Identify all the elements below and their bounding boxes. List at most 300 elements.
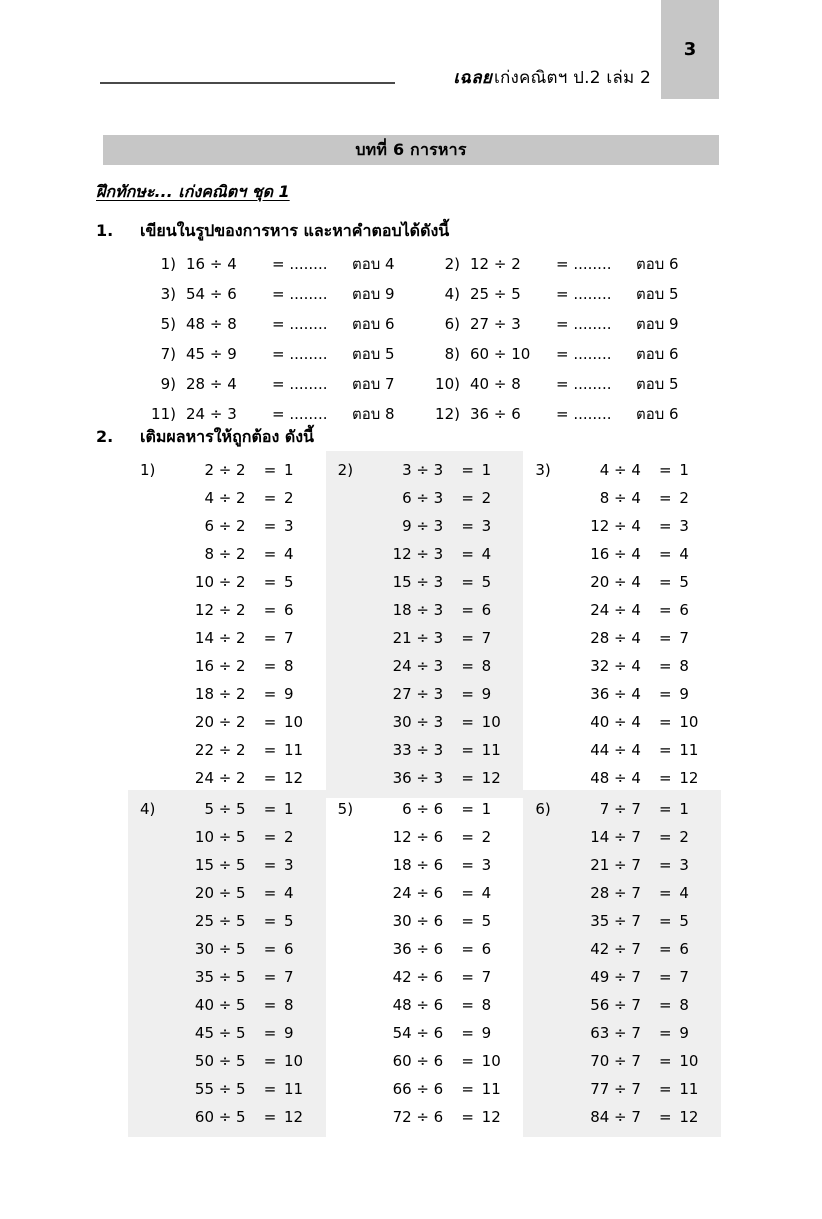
division-table	[128, 451, 326, 798]
table-row	[523, 456, 721, 484]
division-operator-icon: ÷	[614, 828, 627, 846]
item-answer-blank: = ........	[556, 345, 612, 363]
quotient: 8	[679, 657, 689, 675]
item-expression: 28 ÷ 4	[186, 375, 237, 393]
quotient: 9	[679, 1024, 689, 1042]
table-row	[326, 907, 524, 935]
division-operator-icon: ÷	[218, 1080, 232, 1098]
divisor: 2	[236, 685, 246, 703]
table-label: 2)	[337, 461, 354, 479]
dividend: 48	[392, 996, 412, 1014]
division-operator-icon: ÷	[416, 940, 429, 958]
dividend: 16	[194, 657, 214, 675]
dividend: 22	[194, 741, 214, 759]
running-head-text	[453, 64, 661, 91]
quotient: 11	[679, 1080, 699, 1098]
equals-sign: =	[659, 657, 672, 675]
dividend: 40	[590, 713, 610, 731]
item-expression: 16 ÷ 4	[186, 255, 237, 273]
item-answer-blank: = ........	[272, 285, 328, 303]
table-row	[523, 512, 721, 540]
quotient: 4	[284, 545, 294, 563]
divisor: 3	[433, 713, 444, 731]
divisor: 7	[631, 912, 641, 930]
divisor: 2	[236, 713, 246, 731]
table-row	[326, 963, 524, 991]
equals-sign: =	[461, 657, 474, 675]
equals-sign: =	[263, 828, 277, 846]
divisor: 5	[236, 1108, 246, 1126]
table-row	[128, 568, 326, 596]
quotient: 1	[284, 461, 294, 479]
divisor: 7	[631, 940, 641, 958]
quotient: 5	[284, 573, 294, 591]
divisor: 4	[631, 489, 641, 507]
dividend: 14	[194, 629, 214, 647]
equals-sign: =	[659, 1080, 672, 1098]
dividend: 4	[599, 461, 610, 479]
dividend: 72	[392, 1108, 412, 1126]
division-operator-icon: ÷	[614, 545, 627, 563]
division-operator-icon: ÷	[218, 685, 232, 703]
running-head	[100, 60, 661, 94]
quotient: 3	[481, 856, 492, 874]
table-row	[128, 624, 326, 652]
dividend: 56	[590, 996, 610, 1014]
dividend: 45	[194, 1024, 214, 1042]
quotient: 4	[481, 884, 492, 902]
item-label: 7)	[160, 345, 176, 363]
divisor: 3	[433, 685, 444, 703]
exercise-1-item	[424, 249, 700, 279]
table-row	[128, 708, 326, 736]
table-row	[523, 624, 721, 652]
quotient: 6	[481, 940, 492, 958]
equals-sign: =	[461, 629, 474, 647]
division-tables-row-2	[128, 790, 721, 1137]
table-row	[128, 935, 326, 963]
table-row	[128, 1047, 326, 1075]
division-operator-icon: ÷	[218, 1108, 232, 1126]
dividend: 27	[392, 685, 412, 703]
equals-sign: =	[659, 517, 672, 535]
quotient: 8	[481, 657, 492, 675]
division-tables-row-1	[128, 451, 721, 798]
table-row	[523, 764, 721, 792]
dividend: 18	[392, 601, 412, 619]
quotient: 9	[481, 685, 492, 703]
divisor: 4	[631, 601, 641, 619]
item-answer-blank: = ........	[556, 375, 612, 393]
equals-sign: =	[659, 884, 672, 902]
divisor: 2	[236, 517, 246, 535]
dividend: 42	[590, 940, 610, 958]
table-row	[523, 484, 721, 512]
divisor: 2	[236, 461, 246, 479]
item-label: 9)	[160, 375, 176, 393]
dividend: 66	[392, 1080, 412, 1098]
dividend: 35	[194, 968, 214, 986]
exercise-1-heading	[96, 219, 449, 244]
item-answer-blank: = ........	[556, 405, 612, 423]
equals-sign: =	[263, 1080, 277, 1098]
quotient: 4	[679, 545, 689, 563]
dividend: 60	[392, 1052, 412, 1070]
dividend: 30	[194, 940, 214, 958]
table-row	[523, 1047, 721, 1075]
dividend: 6	[204, 517, 214, 535]
divisor: 3	[433, 657, 444, 675]
division-operator-icon: ÷	[218, 573, 232, 591]
division-operator-icon: ÷	[218, 657, 232, 675]
item-answer: ตอบ 6	[636, 405, 679, 423]
division-operator-icon: ÷	[416, 741, 429, 759]
division-operator-icon: ÷	[614, 996, 627, 1014]
item-answer-blank: = ........	[272, 405, 328, 423]
quotient: 1	[481, 800, 492, 818]
equals-sign: =	[461, 713, 474, 731]
quotient: 2	[284, 828, 294, 846]
division-operator-icon: ÷	[416, 912, 429, 930]
equals-sign: =	[659, 489, 672, 507]
quotient: 4	[284, 884, 294, 902]
division-operator-icon: ÷	[218, 741, 232, 759]
division-operator-icon: ÷	[416, 545, 429, 563]
equals-sign: =	[263, 1052, 277, 1070]
quotient: 5	[679, 573, 689, 591]
equals-sign: =	[263, 629, 277, 647]
divisor: 4	[631, 713, 641, 731]
equals-sign: =	[659, 940, 672, 958]
table-row	[523, 680, 721, 708]
divisor: 4	[631, 573, 641, 591]
division-operator-icon: ÷	[416, 828, 429, 846]
division-operator-icon: ÷	[614, 629, 627, 647]
division-operator-icon: ÷	[416, 657, 429, 675]
dividend: 33	[392, 741, 412, 759]
table-row	[326, 1075, 524, 1103]
equals-sign: =	[659, 828, 672, 846]
divisor: 3	[433, 545, 444, 563]
equals-sign: =	[659, 629, 672, 647]
item-label: 2)	[444, 255, 460, 273]
division-operator-icon: ÷	[614, 1052, 627, 1070]
quotient: 12	[284, 1108, 304, 1126]
equals-sign: =	[461, 1024, 474, 1042]
item-label: 11)	[151, 405, 176, 423]
divisor: 6	[433, 856, 444, 874]
page-number: 3	[683, 38, 697, 60]
division-operator-icon: ÷	[218, 800, 232, 818]
equals-sign: =	[461, 912, 474, 930]
table-row	[326, 1047, 524, 1075]
quotient: 11	[284, 741, 304, 759]
division-operator-icon: ÷	[218, 828, 232, 846]
item-expression: 27 ÷ 3	[470, 315, 521, 333]
divisor: 7	[631, 1080, 641, 1098]
table-row	[128, 991, 326, 1019]
equals-sign: =	[263, 685, 277, 703]
table-row	[128, 512, 326, 540]
divisor: 5	[236, 912, 246, 930]
table-label: 4)	[140, 800, 156, 818]
dividend: 36	[590, 685, 610, 703]
divisor: 4	[631, 545, 641, 563]
exercise-2-heading	[96, 425, 314, 450]
dividend: 2	[204, 461, 214, 479]
equals-sign: =	[461, 1080, 474, 1098]
table-row	[128, 540, 326, 568]
divisor: 4	[631, 741, 641, 759]
divisor: 7	[631, 800, 641, 818]
table-label: 1)	[140, 461, 156, 479]
table-row	[326, 935, 524, 963]
division-operator-icon: ÷	[218, 1052, 232, 1070]
running-head-rest: เก่งคณิตฯ ป.2 เล่ม 2	[493, 67, 651, 88]
divisor: 3	[433, 741, 444, 759]
exercise-1-item	[424, 339, 700, 369]
table-row	[523, 963, 721, 991]
equals-sign: =	[263, 517, 277, 535]
dividend: 32	[590, 657, 610, 675]
division-operator-icon: ÷	[416, 1080, 429, 1098]
divisor: 4	[631, 461, 641, 479]
item-label: 8)	[444, 345, 460, 363]
table-row	[128, 823, 326, 851]
equals-sign: =	[263, 800, 277, 818]
equals-sign: =	[263, 1024, 277, 1042]
table-row	[523, 879, 721, 907]
equals-sign: =	[461, 573, 474, 591]
quotient: 11	[481, 1080, 501, 1098]
dividend: 15	[194, 856, 214, 874]
header-rule	[100, 82, 395, 84]
quotient: 9	[284, 685, 294, 703]
division-operator-icon: ÷	[614, 856, 627, 874]
equals-sign: =	[263, 940, 277, 958]
quotient: 1	[679, 800, 689, 818]
table-row	[326, 568, 524, 596]
table-row	[128, 764, 326, 792]
equals-sign: =	[659, 713, 672, 731]
divisor: 5	[236, 1080, 246, 1098]
table-row	[326, 795, 524, 823]
table-row	[326, 1019, 524, 1047]
dividend: 18	[392, 856, 412, 874]
quotient: 5	[481, 573, 492, 591]
dividend: 24	[590, 601, 610, 619]
quotient: 10	[284, 1052, 304, 1070]
quotient: 10	[679, 1052, 699, 1070]
division-table	[326, 451, 524, 798]
divisor: 7	[631, 828, 641, 846]
divisor: 3	[433, 601, 444, 619]
divisor: 2	[236, 741, 246, 759]
divisor: 4	[631, 629, 641, 647]
quotient: 12	[284, 769, 304, 787]
division-operator-icon: ÷	[416, 856, 429, 874]
item-answer: ตอบ 5	[636, 285, 679, 303]
divisor: 7	[631, 968, 641, 986]
division-operator-icon: ÷	[218, 489, 232, 507]
divisor: 3	[433, 573, 444, 591]
table-row	[523, 568, 721, 596]
equals-sign: =	[461, 856, 474, 874]
dividend: 9	[402, 517, 412, 535]
table-row	[128, 1075, 326, 1103]
table-row	[128, 1019, 326, 1047]
division-operator-icon: ÷	[614, 1080, 627, 1098]
quotient: 2	[284, 489, 294, 507]
item-expression: 45 ÷ 9	[186, 345, 237, 363]
item-label: 6)	[444, 315, 460, 333]
equals-sign: =	[659, 1108, 672, 1126]
divisor: 4	[631, 685, 641, 703]
equals-sign: =	[263, 489, 277, 507]
equals-sign: =	[659, 769, 672, 787]
equals-sign: =	[461, 545, 474, 563]
divisor: 4	[631, 769, 641, 787]
page-number-box	[661, 0, 719, 99]
exercise-2-instruction: เติมผลหารให้ถูกต้อง ดังนี้	[140, 427, 314, 446]
division-table	[523, 451, 721, 798]
table-row	[523, 652, 721, 680]
divisor: 5	[236, 856, 246, 874]
division-operator-icon: ÷	[218, 601, 232, 619]
quotient: 4	[481, 545, 492, 563]
exercise-1-item	[424, 309, 700, 339]
division-operator-icon: ÷	[416, 996, 429, 1014]
equals-sign: =	[263, 912, 277, 930]
dividend: 5	[204, 800, 214, 818]
dividend: 7	[599, 800, 610, 818]
equals-sign: =	[659, 545, 672, 563]
equals-sign: =	[461, 940, 474, 958]
quotient: 10	[679, 713, 699, 731]
equals-sign: =	[659, 461, 672, 479]
table-row	[523, 795, 721, 823]
division-operator-icon: ÷	[416, 461, 429, 479]
item-expression: 12 ÷ 2	[470, 255, 521, 273]
table-label: 3)	[535, 461, 551, 479]
table-row	[128, 736, 326, 764]
exercise-1-item	[424, 279, 700, 309]
division-operator-icon: ÷	[416, 769, 429, 787]
item-answer-blank: = ........	[272, 375, 328, 393]
item-answer: ตอบ 5	[636, 375, 679, 393]
quotient: 7	[481, 968, 492, 986]
quotient: 5	[481, 912, 492, 930]
item-answer-blank: = ........	[556, 285, 612, 303]
item-label: 10)	[435, 375, 460, 393]
equals-sign: =	[659, 1024, 672, 1042]
table-row	[326, 879, 524, 907]
item-answer: ตอบ 7	[352, 375, 395, 393]
item-expression: 25 ÷ 5	[470, 285, 521, 303]
quotient: 7	[284, 629, 294, 647]
table-row	[326, 512, 524, 540]
division-operator-icon: ÷	[416, 629, 429, 647]
division-operator-icon: ÷	[416, 800, 429, 818]
quotient: 9	[679, 685, 689, 703]
division-operator-icon: ÷	[614, 1024, 627, 1042]
divisor: 3	[433, 461, 444, 479]
divisor: 2	[236, 545, 246, 563]
divisor: 7	[631, 1052, 641, 1070]
exercise-1-item	[140, 339, 416, 369]
exercise-1-item	[140, 279, 416, 309]
dividend: 8	[599, 489, 610, 507]
dividend: 12	[392, 545, 412, 563]
division-table	[128, 790, 326, 1137]
dividend: 48	[590, 769, 610, 787]
equals-sign: =	[461, 461, 474, 479]
table-row	[523, 991, 721, 1019]
running-head-emphasis: เฉลย	[453, 67, 492, 88]
quotient: 1	[679, 461, 689, 479]
equals-sign: =	[461, 996, 474, 1014]
table-row	[128, 851, 326, 879]
division-operator-icon: ÷	[218, 912, 232, 930]
quotient: 9	[481, 1024, 492, 1042]
item-answer: ตอบ 6	[636, 345, 679, 363]
quotient: 9	[284, 1024, 294, 1042]
dividend: 4	[204, 489, 214, 507]
table-row	[326, 680, 524, 708]
quotient: 12	[481, 769, 501, 787]
dividend: 30	[392, 713, 412, 731]
division-operator-icon: ÷	[416, 489, 429, 507]
division-operator-icon: ÷	[614, 741, 627, 759]
quotient: 5	[284, 912, 294, 930]
quotient: 11	[481, 741, 501, 759]
division-operator-icon: ÷	[218, 461, 232, 479]
equals-sign: =	[263, 741, 277, 759]
quotient: 2	[481, 489, 492, 507]
exercise-1-item	[140, 249, 416, 279]
table-row	[326, 456, 524, 484]
division-operator-icon: ÷	[218, 940, 232, 958]
dividend: 40	[194, 996, 214, 1014]
division-operator-icon: ÷	[218, 968, 232, 986]
division-operator-icon: ÷	[614, 573, 627, 591]
item-answer: ตอบ 6	[636, 255, 679, 273]
dividend: 49	[590, 968, 610, 986]
item-answer: ตอบ 5	[352, 345, 395, 363]
divisor: 6	[433, 940, 444, 958]
table-row	[128, 1103, 326, 1131]
equals-sign: =	[461, 968, 474, 986]
divisor: 7	[631, 996, 641, 1014]
item-expression: 36 ÷ 6	[470, 405, 521, 423]
equals-sign: =	[461, 1108, 474, 1126]
quotient: 3	[481, 517, 492, 535]
divisor: 4	[631, 657, 641, 675]
equals-sign: =	[263, 968, 277, 986]
division-operator-icon: ÷	[614, 940, 627, 958]
division-operator-icon: ÷	[416, 713, 429, 731]
exercise-1-item	[140, 369, 416, 399]
quotient: 7	[481, 629, 492, 647]
chapter-title: บทที่ 6 การหาร	[355, 139, 467, 159]
divisor: 6	[433, 1052, 444, 1070]
divisor: 4	[631, 517, 641, 535]
equals-sign: =	[461, 828, 474, 846]
equals-sign: =	[263, 1108, 277, 1126]
exercise-1-items	[140, 249, 700, 429]
quotient: 6	[284, 940, 294, 958]
divisor: 5	[236, 1052, 246, 1070]
